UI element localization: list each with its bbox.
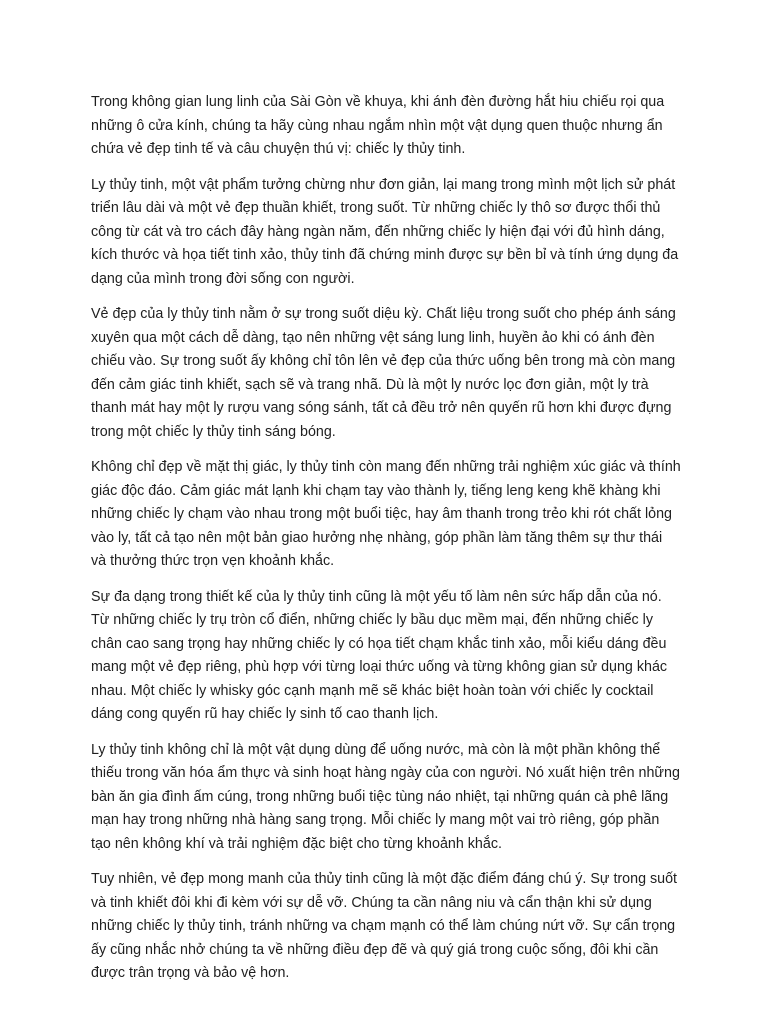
paragraph-5: Sự đa dạng trong thiết kế của ly thủy tinh cũng là một yếu tố làm nên sức hấp dẫn của nó. Từ những chiếc ly trụ tròn cổ điển, những chiếc ly bầu dục mềm mại, đến những chiếc ly chân cao sang trọng hay những chiếc ly có họa tiết chạm khắc tinh xảo, mỗi kiểu dáng đều mang một vẻ đẹp riêng, phù hợp với từng loại thức uống và từng không gian sử dụng khác nhau. Một chiếc ly whisky góc cạnh mạnh mẽ sẽ khác biệt hoàn toàn với chiếc ly cocktail dáng cong quyến rũ hay chiếc ly sinh tố cao thanh lịch. <box>91 588 668 722</box>
paragraph-3: Vẻ đẹp của ly thủy tinh nằm ở sự trong suốt diệu kỳ. Chất liệu trong suốt cho phép ánh sáng xuyên qua một cách dễ dàng, tạo nên những vệt sáng lung linh, huyền ảo khi có ánh đèn chiếu vào. Sự trong suốt ấy không chỉ tôn lên vẻ đẹp của thức uống bên trong mà còn mang đến cảm giác tinh khiết, sạch sẽ và trang nhã. Dù là một ly nước lọc đơn giản, một ly trà thanh mát hay một ly rượu vang sóng sánh, tất cả đều trở nên quyến rũ hơn khi được đựng trong một chiếc ly thủy tinh sáng bóng. <box>91 306 676 440</box>
paragraph-2: Ly thủy tinh, một vật phẩm tưởng chừng như đơn giản, lại mang trong mình một lịch sử phát triển lâu dài và một vẻ đẹp thuần khiết, trong suốt. Từ những chiếc ly thô sơ được thổi thủ công từ cát và tro cách đây hàng ngàn năm, đến những chiếc ly hiện đại với đủ hình dáng, kích thước và họa tiết tinh xảo, thủy tinh đã chứng minh được sự bền bỉ và tính ứng dụng đa dạng của mình trong đời sống con người. <box>91 176 679 287</box>
paragraph-7: Tuy nhiên, vẻ đẹp mong manh của thủy tinh cũng là một đặc điểm đáng chú ý. Sự trong suốt và tinh khiết đôi khi đi kèm với sự dễ vỡ. Chúng ta cần nâng niu và cẩn thận khi sử dụng những chiếc ly thủy tinh, tránh những va chạm mạnh có thể làm chúng nứt vỡ. Sự cẩn trọng ấy cũng nhắc nhở chúng ta về những điều đẹp đẽ và quý giá trong cuộc sống, đôi khi cần được trân trọng và bảo vệ hơn. <box>91 871 678 981</box>
paragraph-4: Không chỉ đẹp về mặt thị giác, ly thủy tinh còn mang đến những trải nghiệm xúc giác và thính giác độc đáo. Cảm giác mát lạnh khi chạm tay vào thành ly, tiếng leng keng khẽ khàng khi những chiếc ly chạm vào nhau trong một buổi tiệc, hay âm thanh trong trẻo khi rót chất lỏng vào ly, tất cả tạo nên một bản giao hưởng nhẹ nhàng, góp phần làm tăng thêm sự thư thái và thưởng thức trọn vẹn khoảnh khắc. <box>91 459 681 569</box>
paragraph-1: Trong không gian lung linh của Sài Gòn về khuya, khi ánh đèn đường hắt hiu chiếu rọi qua những ô cửa kính, chúng ta hãy cùng nhau ngắm nhìn một vật dụng quen thuộc nhưng ẩn chứa vẻ đẹp tinh tế và câu chuyện thú vị: chiếc ly thủy tinh. <box>91 94 665 157</box>
document-body <box>91 91 681 998</box>
paragraph-6: Ly thủy tinh không chỉ là một vật dụng dùng để uống nước, mà còn là một phần không thể thiếu trong văn hóa ẩm thực và sinh hoạt hàng ngày của con người. Nó xuất hiện trên những bàn ăn gia đình ấm cúng, trong những buổi tiệc tùng náo nhiệt, tại những quán cà phê lãng mạn hay trong những nhà hàng sang trọng. Mỗi chiếc ly mang một vai trò riêng, góp phần tạo nên không khí và trải nghiệm đặc biệt cho từng khoảnh khắc. <box>91 741 680 852</box>
